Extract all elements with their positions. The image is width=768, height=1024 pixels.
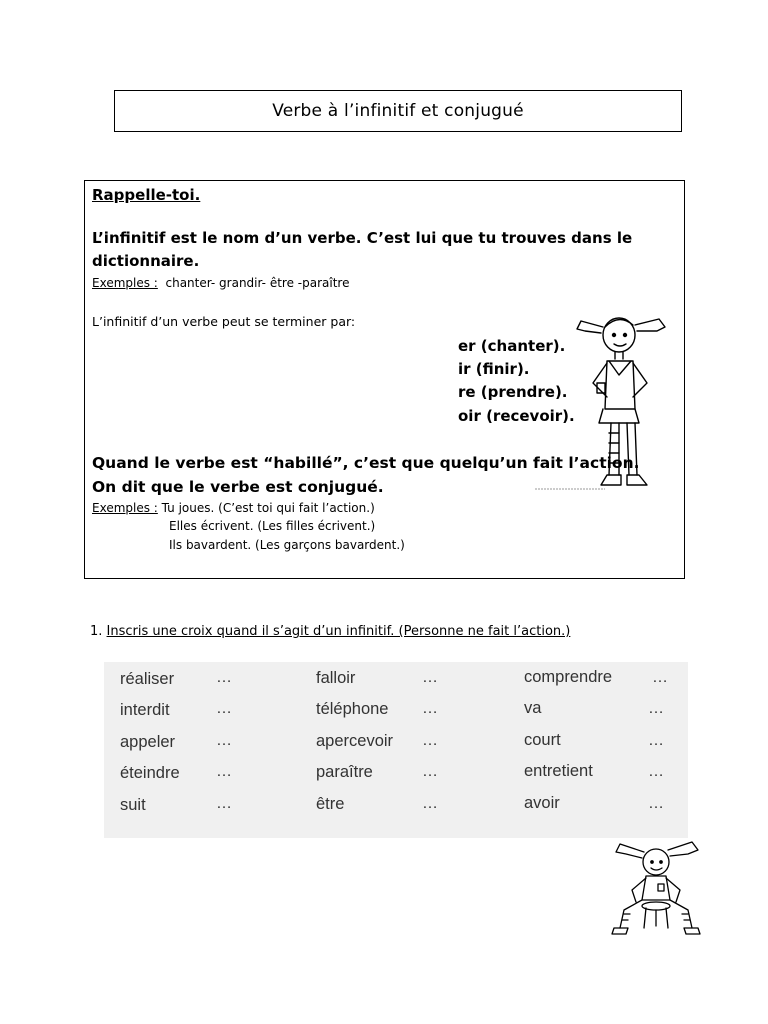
- girl-sitting-illustration: [606, 838, 706, 938]
- answer-blank[interactable]: …: [422, 669, 438, 686]
- answer-blank[interactable]: …: [422, 795, 438, 812]
- word-cell: être: [316, 795, 345, 813]
- example-conjugated-1: Tu joues. (C’est toi qui fait l’action.): [161, 501, 375, 515]
- answer-blank[interactable]: …: [422, 700, 438, 717]
- word-cell: va: [524, 699, 542, 717]
- ending-re: re (prendre).: [458, 383, 568, 401]
- definition-line-2: dictionnaire.: [92, 252, 200, 270]
- definition-line-1: L’infinitif est le nom d’un verbe. C’est lui que tu trouves dans le: [92, 229, 633, 247]
- endings-intro: L’infinitif d’un verbe peut se terminer par:: [92, 314, 356, 329]
- word-cell: appeler: [120, 733, 176, 751]
- word-cell: téléphone: [316, 700, 389, 718]
- exercise-instruction-text: Inscris une croix quand il s’agit d’un infinitif. (Personne ne fait l’action.): [106, 624, 571, 639]
- answer-blank[interactable]: …: [216, 763, 232, 780]
- answer-blank[interactable]: …: [648, 763, 664, 780]
- answer-blank[interactable]: …: [216, 795, 232, 812]
- rules-box: [84, 180, 685, 579]
- word-cell: paraître: [316, 763, 373, 781]
- ending-er: er (chanter).: [458, 337, 566, 355]
- exercise-number: 1.: [90, 624, 103, 639]
- answer-blank[interactable]: …: [216, 732, 232, 749]
- answer-blank[interactable]: …: [422, 763, 438, 780]
- word-cell: interdit: [120, 701, 170, 719]
- conjugated-line-2: On dit que le verbe est conjugué.: [92, 478, 384, 496]
- word-cell: éteindre: [120, 764, 180, 782]
- example-conjugated-3: Ils bavardent. (Les garçons bavardent.): [169, 538, 405, 552]
- word-cell: apercevoir: [316, 732, 394, 750]
- answer-blank[interactable]: …: [422, 732, 438, 749]
- word-cell: court: [524, 731, 561, 749]
- examples-label: Exemples :: [92, 276, 158, 290]
- answer-blank[interactable]: …: [648, 795, 664, 812]
- exercise-word-grid: [104, 662, 688, 838]
- examples-label-2: Exemples :: [92, 501, 158, 515]
- page-title: Verbe à l’infinitif et conjugué: [272, 101, 524, 121]
- illustration-credit-mark: [535, 487, 605, 491]
- word-cell: entretient: [524, 762, 593, 780]
- answer-blank[interactable]: …: [216, 669, 232, 686]
- ending-ir: ir (finir).: [458, 360, 530, 378]
- rules-heading: Rappelle-toi.: [92, 186, 201, 204]
- answer-blank[interactable]: …: [648, 732, 664, 749]
- word-cell: falloir: [316, 669, 356, 687]
- examples-infinitive: chanter- grandir- être -paraître: [165, 276, 350, 290]
- examples-infinitive-row: [92, 276, 349, 290]
- word-cell: avoir: [524, 794, 560, 812]
- word-cell: suit: [120, 796, 146, 814]
- ending-oir: oir (recevoir).: [458, 407, 575, 425]
- example-conjugated-2: Elles écrivent. (Les filles écrivent.): [169, 519, 376, 533]
- answer-blank[interactable]: …: [652, 669, 668, 686]
- answer-blank[interactable]: …: [216, 700, 232, 717]
- word-cell: comprendre: [524, 668, 613, 686]
- conjugated-line-1: Quand le verbe est “habillé”, c’est que quelqu’un fait l’action.: [92, 454, 640, 472]
- examples-conjugated-row: [92, 501, 375, 515]
- title-box: [114, 90, 682, 132]
- girl-standing-illustration: [573, 299, 673, 499]
- answer-blank[interactable]: …: [648, 700, 664, 717]
- exercise-instruction: [90, 624, 570, 639]
- word-cell: réaliser: [120, 670, 175, 688]
